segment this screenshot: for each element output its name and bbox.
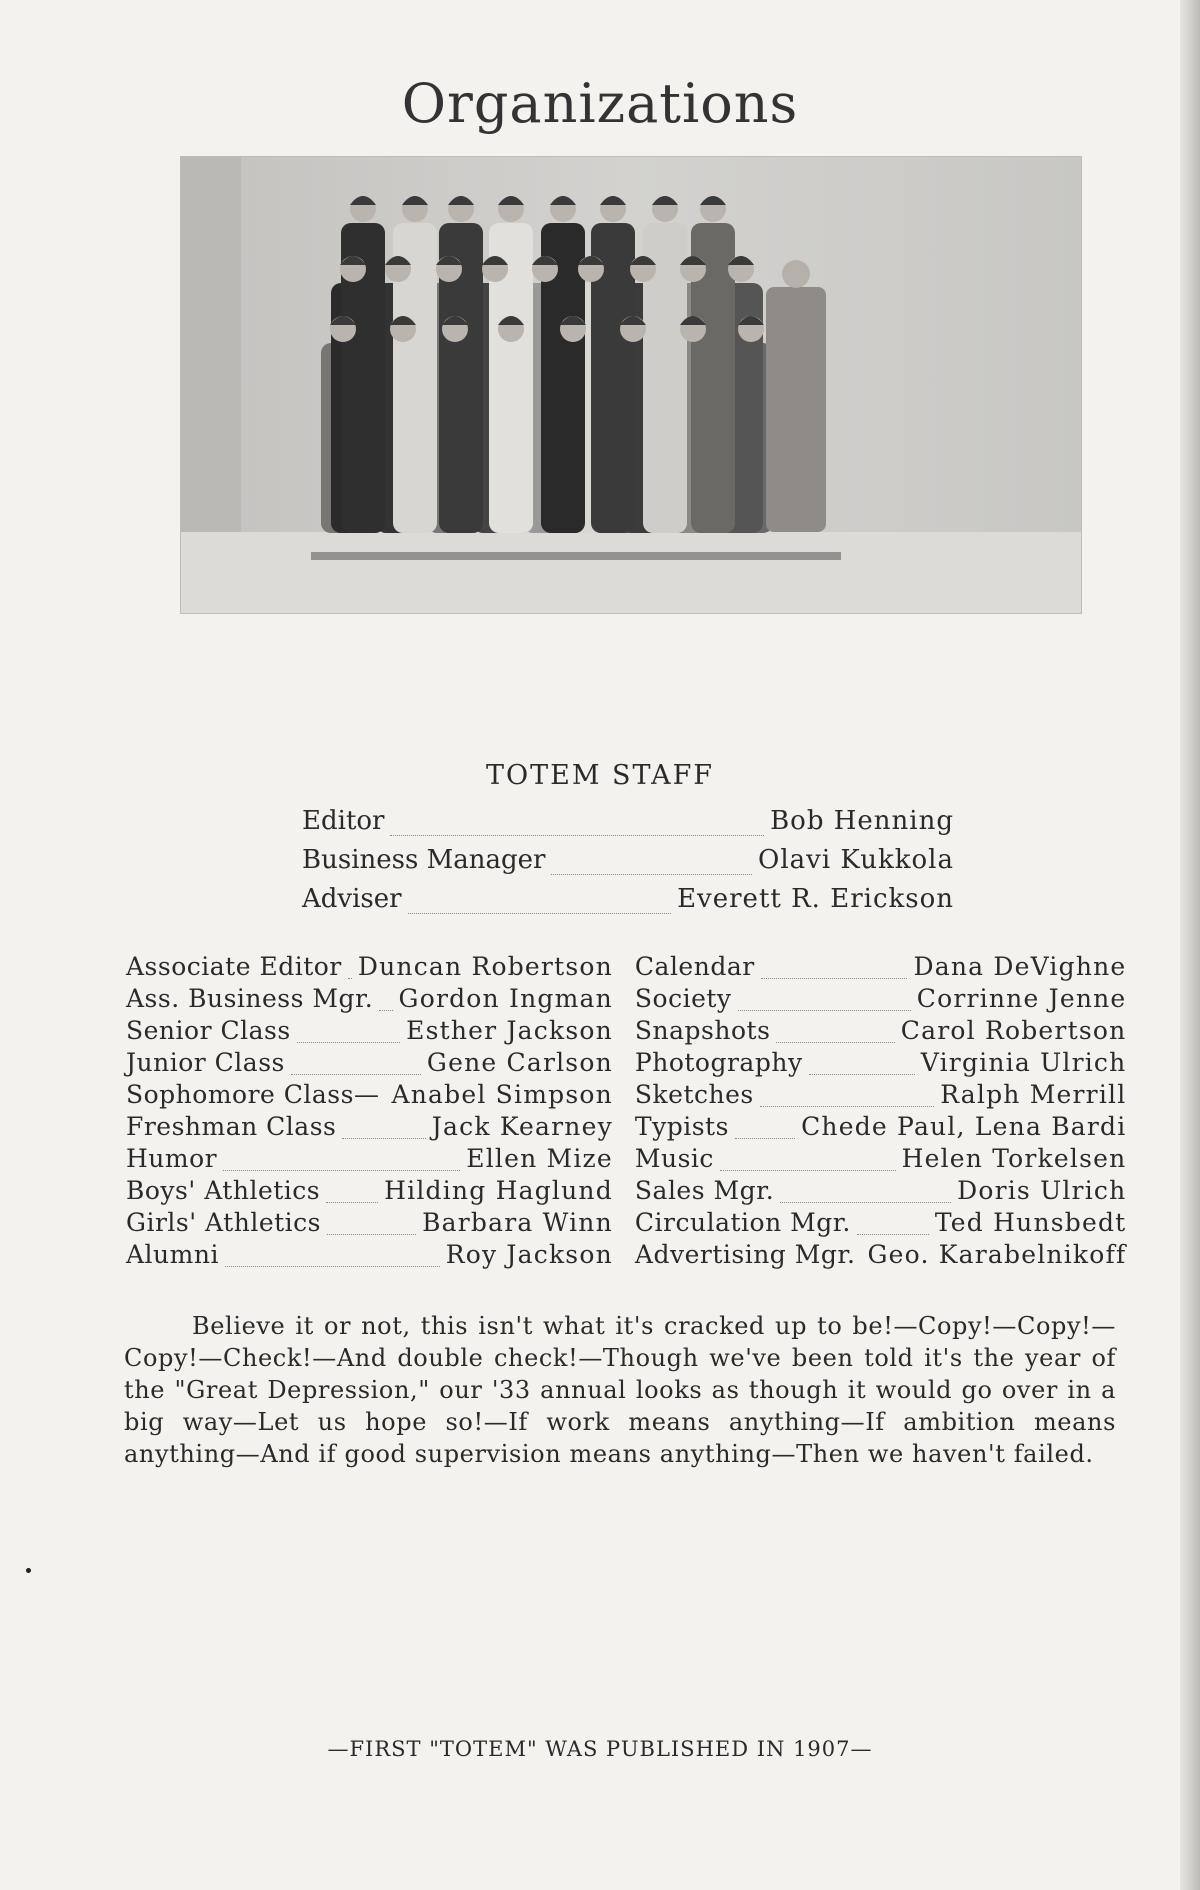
person-body: [766, 287, 826, 532]
staff-role: Associate Editor: [126, 952, 342, 981]
top-staff-list: [302, 806, 954, 923]
staff-right-column: [635, 952, 1127, 1272]
staff-row: [635, 984, 1127, 1016]
staff-row: [126, 1144, 613, 1176]
staff-role: Advertising Mgr.: [634, 1240, 856, 1269]
staff-name: Carol Robertson: [900, 1016, 1127, 1045]
staff-name: Barbara Winn: [422, 1208, 613, 1237]
leader-dots: [857, 1234, 929, 1235]
leader-dots: [390, 835, 764, 836]
staff-name: Ellen Mize: [466, 1144, 613, 1173]
leader-dots: [297, 1042, 400, 1043]
staff-row: [302, 884, 954, 923]
staff-name: Doris Ulrich: [957, 1176, 1127, 1205]
staff-row: [635, 1240, 1127, 1272]
staff-row: [126, 1048, 613, 1080]
staff-columns: [126, 952, 1127, 1272]
staff-paragraph: Believe it or not, this isn't what it's cracked up to be!—Copy!—Copy!—Copy!—Check!—And double check!—Though we've been told it's the year of the "Great Depression," our '33 annual looks as though it would go over in a big way—Let us hope so!—If work means anything—If ambition means anything—And if good supervision means anything—Then we haven't failed.: [124, 1312, 1116, 1468]
leader-dots: [342, 1138, 425, 1139]
staff-name: Ted Hunsbedt: [934, 1208, 1127, 1237]
staff-role: Circulation Mgr.: [634, 1208, 851, 1237]
page-title: Organizations: [401, 72, 799, 135]
staff-row: [635, 1048, 1127, 1080]
staff-role: Sophomore Class—: [126, 1080, 380, 1109]
staff-row: [635, 1208, 1127, 1240]
staff-role: Humor: [126, 1144, 218, 1173]
staff-name: Dana DeVighne: [913, 952, 1127, 981]
staff-role: Senior Class: [126, 1016, 291, 1045]
staff-heading: TOTEM STAFF: [485, 760, 715, 791]
leader-dots: [291, 1074, 421, 1075]
staff-name: Everett R. Erickson: [677, 884, 954, 914]
staff-role: Sketches: [634, 1080, 754, 1109]
ground-shadow: [311, 552, 841, 560]
staff-name: Olavi Kukkola: [758, 845, 954, 875]
staff-name: Esther Jackson: [406, 1016, 613, 1045]
staff-role: Sales Mgr.: [634, 1176, 775, 1205]
leader-dots: [735, 1138, 795, 1139]
staff-role: Music: [634, 1144, 714, 1173]
leader-dots: [326, 1202, 378, 1203]
staff-name: Jack Kearney: [431, 1112, 613, 1141]
staff-row: [126, 1240, 613, 1272]
staff-name: Duncan Robertson: [357, 952, 613, 981]
staff-role: Calendar: [634, 952, 755, 981]
staff-row: [635, 1016, 1127, 1048]
staff-name: Hilding Haglund: [384, 1176, 613, 1205]
leader-dots: [327, 1234, 416, 1235]
footer-note: —FIRST "TOTEM" WAS PUBLISHED IN 1907—: [327, 1737, 873, 1761]
staff-name: Ralph Merrill: [940, 1080, 1127, 1109]
person-head: [782, 260, 810, 288]
staff-name: Virginia Ulrich: [920, 1048, 1127, 1077]
leader-dots: [408, 913, 671, 914]
staff-name: Helen Torkelsen: [901, 1144, 1127, 1173]
staff-role: Ass. Business Mgr.: [126, 984, 374, 1013]
staff-role: Boys' Athletics: [126, 1176, 321, 1205]
group-photo: [180, 156, 1082, 614]
staff-role: Junior Class: [126, 1048, 285, 1077]
staff-row: [126, 1176, 613, 1208]
leader-dots: [780, 1202, 951, 1203]
leader-dots: [225, 1266, 440, 1267]
staff-role: Alumni: [126, 1240, 219, 1269]
staff-role: Snapshots: [634, 1016, 771, 1045]
staff-role: Freshman Class: [126, 1112, 337, 1141]
staff-name: Anabel Simpson: [391, 1080, 613, 1109]
staff-role: Editor: [302, 806, 385, 836]
page-edge: [1180, 0, 1200, 1890]
leader-dots: [809, 1074, 915, 1075]
staff-row: [635, 1112, 1127, 1144]
staff-role: Adviser: [302, 884, 402, 914]
staff-name: Gordon Ingman: [398, 984, 613, 1013]
staff-row: [635, 1144, 1127, 1176]
staff-left-column: [126, 952, 613, 1272]
staff-row: [302, 806, 954, 845]
staff-row: [302, 845, 954, 884]
staff-name: Corrinne Jenne: [916, 984, 1127, 1013]
leader-dots: [720, 1170, 896, 1171]
leader-dots: [551, 874, 752, 875]
staff-name: Gene Carlson: [426, 1048, 613, 1077]
staff-role: Society: [634, 984, 732, 1013]
staff-row: [126, 984, 613, 1016]
leader-dots: [776, 1042, 894, 1043]
staff-row: [126, 1112, 613, 1144]
staff-role: Photography: [634, 1048, 803, 1077]
staff-name: Bob Henning: [770, 806, 954, 836]
leader-dots: [760, 1106, 934, 1107]
staff-name: Chede Paul, Lena Bardi: [801, 1112, 1127, 1141]
group-photo-image: [181, 157, 1081, 613]
staff-row: [126, 952, 613, 984]
leader-dots: [761, 978, 908, 979]
staff-row: [635, 1176, 1127, 1208]
staff-role: Business Manager: [302, 845, 546, 875]
staff-row: [126, 1080, 613, 1112]
ink-speck: [26, 1568, 31, 1573]
leader-dots: [379, 1010, 392, 1011]
leader-dots: [223, 1170, 460, 1171]
leader-dots: [738, 1010, 911, 1011]
leader-dots: [348, 978, 352, 979]
staff-name: Roy Jackson: [445, 1240, 613, 1269]
staff-name: Geo. Karabelnikoff: [867, 1240, 1127, 1269]
staff-role: Typists: [634, 1112, 729, 1141]
staff-row: [635, 1080, 1127, 1112]
staff-row: [635, 952, 1127, 984]
staff-role: Girls' Athletics: [126, 1208, 321, 1237]
staff-row: [126, 1016, 613, 1048]
staff-row: [126, 1208, 613, 1240]
